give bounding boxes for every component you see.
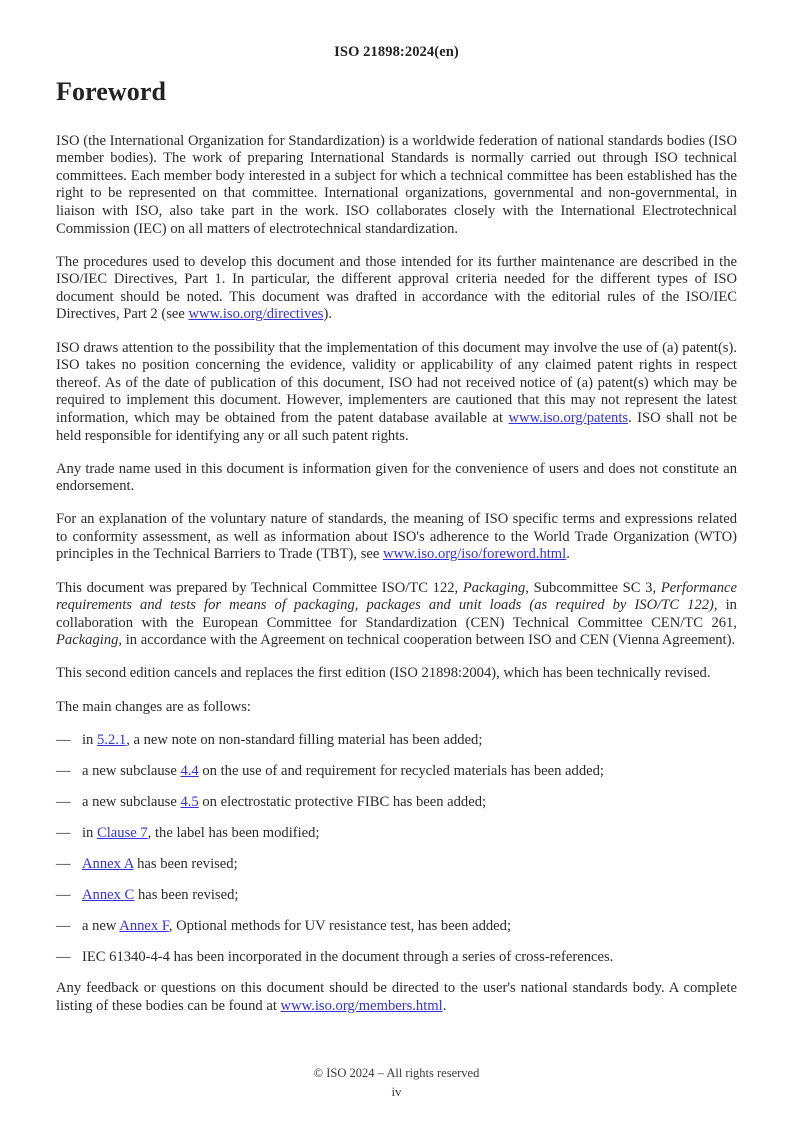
- paragraph-voluntary-text-before: For an explanation of the voluntary nature of standards, the meaning of ISO specific terms and expressions related to conformity assessment, as well as information about ISO's adherence to the World Trade Organization (WTO) principles in the Technical Barriers to Trade (TBT), see: [56, 511, 737, 563]
- list-dash-marker: —: [56, 824, 71, 841]
- list-dash-marker: —: [56, 731, 71, 748]
- list-item-text-after: has been revised;: [134, 887, 239, 904]
- list-item-text-after: , a new note on non-standard filling material has been added;: [126, 731, 483, 748]
- paragraph-feedback-text-before: Any feedback or questions on this document should be directed to the user's national standards body. A complete listing of these bodies can be found at: [56, 980, 737, 1014]
- list-item: [56, 825, 737, 843]
- list-item-text-after: on the use of and requirement for recycled materials has been added;: [198, 762, 604, 779]
- link-iso-members[interactable]: www.iso.org/members.html: [280, 997, 443, 1014]
- committee-text-4: in accordance with the Agreement on technical cooperation between ISO and CEN (Vienna Agreement).: [122, 632, 736, 649]
- committee-text-3: , in collaboration with the European Committee for Standardization (CEN) Technical Committee CEN/TC 261,: [56, 597, 737, 631]
- list-item-text-before: IEC 61340-4-4 has been incorporated in the document through a series of cross-references.: [82, 949, 614, 966]
- link-clause-reference[interactable]: Clause 7: [97, 824, 148, 841]
- list-item: [56, 949, 737, 967]
- paragraph-second-edition: This second edition cancels and replaces the first edition (ISO 21898:2004), which has been technically revised.: [56, 665, 711, 682]
- page-content: [56, 78, 737, 1016]
- list-dash-marker: —: [56, 762, 71, 779]
- list-item: [56, 887, 737, 905]
- paragraph-patents-text-after: . ISO shall not be held responsible for identifying any or all such patent rights.: [56, 409, 737, 444]
- paragraph-patents-text-before: ISO draws attention to the possibility that the implementation of this document may involve the use of (a) patent(s). ISO takes no position concerning the evidence, validity or applicability of any claimed patent rights in respect thereof. As of the date of publication of this document, ISO had not received notice of (a) patent(s) which may be required to implement this document. However, implementers are cautioned that this may not represent the latest information, which may be obtained from the patent database available at: [56, 339, 737, 426]
- paragraph-voluntary-nature: [56, 511, 737, 564]
- list-item-text-before: a new: [82, 918, 120, 935]
- link-annex-reference[interactable]: Annex F: [119, 918, 169, 935]
- list-item-text-before: a new subclause: [82, 762, 181, 779]
- list-dash-marker: —: [56, 793, 71, 810]
- paragraph-patents: [56, 340, 737, 446]
- list-dash-marker: —: [56, 949, 71, 966]
- link-clause-reference[interactable]: 4.5: [180, 793, 199, 810]
- link-iso-directives[interactable]: www.iso.org/directives: [188, 306, 324, 323]
- paragraph-feedback-text-after: .: [442, 997, 447, 1014]
- paragraph-committee: [56, 580, 737, 650]
- paragraph-procedures-text-before: The procedures used to develop this document and those intended for its further maintenance are described in the ISO/IEC Directives, Part 1. In particular, the different approval criteria needed for the different types of ISO document should be noted. This document was drafted in accordance with the editorial rules of the ISO/IEC Directives, Part 2 (see: [56, 253, 737, 323]
- paragraph-voluntary-text-after: .: [566, 546, 570, 563]
- list-item-text-after: has been revised;: [133, 856, 238, 872]
- page-title: Foreword: [56, 77, 167, 106]
- list-item: [56, 856, 737, 874]
- list-dash-marker: —: [56, 918, 71, 935]
- paragraph-procedures-text-after: ).: [323, 306, 333, 323]
- changes-list: [56, 732, 737, 967]
- link-annex-reference[interactable]: Annex C: [82, 887, 135, 904]
- link-iso-foreword[interactable]: www.iso.org/iso/foreword.html: [382, 546, 567, 563]
- committee-italic-packaging: Packaging: [462, 579, 526, 596]
- list-dash-marker: —: [56, 887, 71, 904]
- list-dash-marker: —: [56, 856, 71, 872]
- paragraph-main-changes-intro: The main changes are as follows:: [56, 698, 251, 715]
- footer-copyright: © ISO 2024 – All rights reserved: [313, 1066, 480, 1080]
- list-item: [56, 763, 737, 781]
- list-item-text-after: on electrostatic protective FIBC has been added;: [198, 793, 487, 810]
- paragraph-trade-name: Any trade name used in this document is information given for the convenience of users and does not constitute an endorsement.: [56, 460, 737, 495]
- paragraph-iso-description: ISO (the International Organization for Standardization) is a worldwide federation of national standards bodies (ISO member bodies). The work of preparing International Standards is normally carried out through ISO technical committees. Each member body interested in a subject for which a technical committee has been established has the right to be represented on that committee. International organizations, governmental and non-governmental, in liaison with ISO, also take part in the work. ISO collaborates closely with the International Electrotechnical Commission (IEC) on all matters of electrotechnical standardization.: [56, 132, 737, 237]
- list-item-text-after: , the label has been modified;: [147, 824, 320, 841]
- running-head: ISO 21898:2024(en): [334, 44, 459, 60]
- link-clause-reference[interactable]: 5.2.1: [97, 731, 127, 748]
- paragraph-procedures: [56, 254, 737, 324]
- committee-italic-cen-packaging: Packaging,: [56, 632, 123, 649]
- list-item-text-before: in: [82, 731, 97, 748]
- link-annex-reference[interactable]: Annex A: [82, 856, 134, 872]
- link-clause-reference[interactable]: 4.4: [180, 762, 199, 779]
- list-item-text-before: in: [82, 824, 97, 841]
- list-item-text-before: a new subclause: [82, 793, 181, 810]
- committee-text-2: , Subcommittee SC 3,: [525, 579, 661, 596]
- committee-text-1: This document was prepared by Technical Committee ISO/TC 122,: [56, 579, 463, 596]
- paragraph-feedback: [56, 980, 737, 1015]
- link-iso-patents[interactable]: www.iso.org/patents: [508, 409, 629, 426]
- footer-page-number: iv: [391, 1084, 402, 1099]
- committee-italic-sc3-title: Performance requirements and tests for means of packaging, packages and unit loads (as required by ISO/TC 122): [56, 579, 738, 614]
- list-item: [56, 732, 737, 750]
- list-item-text-after: , Optional methods for UV resistance test, has been added;: [168, 918, 512, 935]
- list-item: [56, 794, 737, 812]
- list-item: [56, 918, 737, 936]
